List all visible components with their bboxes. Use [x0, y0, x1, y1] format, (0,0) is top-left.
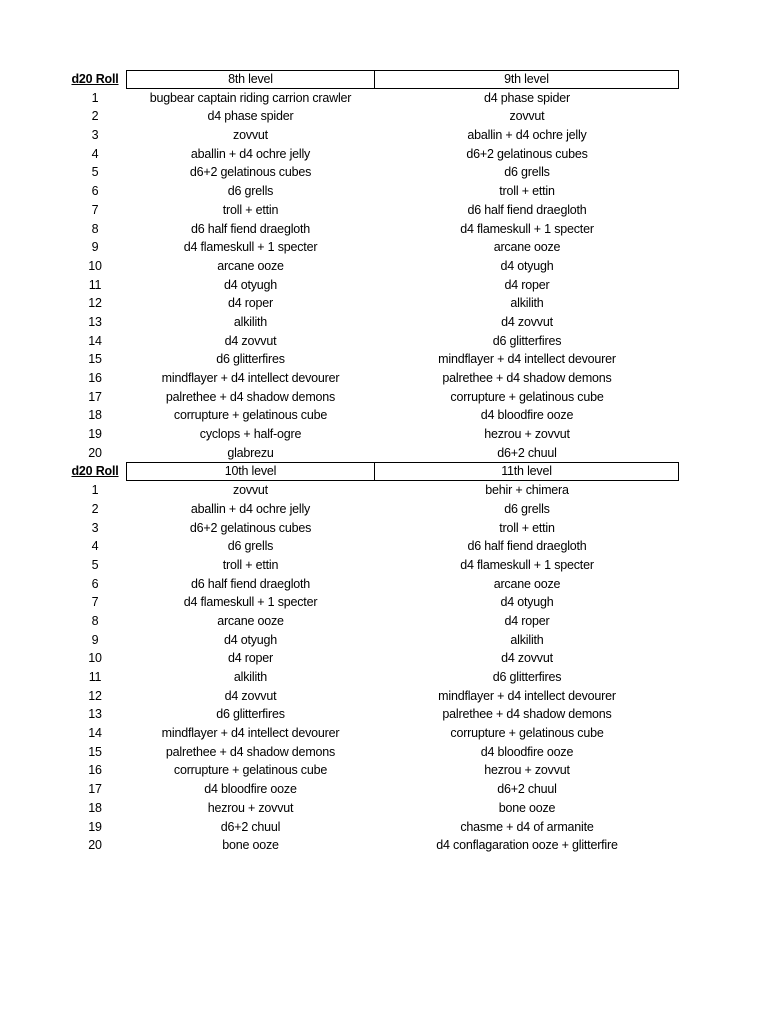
- roll-number: 11: [88, 277, 102, 292]
- encounter-cell: d6+2 gelatinous cubes: [189, 165, 312, 180]
- roll-number: 14: [88, 333, 102, 348]
- roll-number: 13: [88, 314, 102, 329]
- encounter-table-10-11: [0, 462, 768, 854]
- encounter-cell: glabrezu: [227, 445, 274, 460]
- level-11-header: 11th level: [375, 462, 679, 481]
- table-row: [0, 425, 768, 444]
- encounter-cell: d4 bloodfire ooze: [204, 782, 297, 797]
- encounter-cell: hezrou + zovvut: [484, 763, 570, 778]
- encounter-cell: corrupture + gelatinous cube: [450, 389, 604, 404]
- encounter-cell: aballin + d4 ochre jelly: [190, 146, 311, 161]
- table-row: [0, 799, 768, 818]
- level-9-header: 9th level: [375, 70, 679, 89]
- table-row: [0, 369, 768, 388]
- encounter-cell: alkilith: [510, 296, 544, 311]
- encounter-cell: troll + ettin: [499, 184, 555, 199]
- roll-number: 12: [88, 296, 102, 311]
- table-row: [0, 313, 768, 332]
- roll-header: d20 Roll: [71, 464, 119, 479]
- encounter-cell: palrethee + d4 shadow demons: [442, 371, 612, 385]
- encounter-cell: behir + chimera: [485, 483, 569, 498]
- roll-number: 11: [88, 670, 102, 684]
- roll-number: 19: [88, 427, 102, 442]
- encounter-cell: d4 otyugh: [223, 632, 278, 647]
- encounter-cell: d4 roper: [228, 296, 273, 311]
- encounter-cell: d6 glitterfires: [216, 707, 285, 722]
- table-row: [0, 294, 768, 313]
- roll-number: 2: [91, 501, 99, 516]
- roll-number: 3: [91, 520, 99, 535]
- encounter-cell: troll + ettin: [499, 520, 555, 535]
- roll-number: 20: [88, 838, 102, 853]
- roll-number: 2: [91, 109, 99, 124]
- roll-number: 15: [88, 744, 102, 759]
- table-row: [0, 724, 768, 743]
- roll-number: 7: [91, 202, 99, 217]
- encounter-cell: arcane ooze: [217, 258, 284, 273]
- encounter-cell: cyclops + half-ogre: [199, 427, 302, 442]
- table-row: [0, 687, 768, 706]
- encounter-cell: palrethee + d4 shadow demons: [442, 707, 612, 722]
- roll-number: 9: [91, 240, 99, 255]
- encounter-cell: zovvut: [233, 483, 268, 498]
- table-row: [0, 668, 768, 687]
- table-header-row: [0, 70, 768, 89]
- roll-number: 1: [91, 483, 99, 498]
- roll-number: 18: [88, 408, 102, 423]
- roll-number: 8: [91, 613, 99, 628]
- encounter-cell: d4 flameskull + 1 specter: [460, 557, 594, 572]
- roll-number: 4: [91, 146, 99, 161]
- roll-header: d20 Roll: [71, 72, 119, 86]
- table-row: [0, 257, 768, 276]
- encounter-cell: d4 zovvut: [501, 651, 553, 666]
- encounter-cell: d6 grells: [504, 501, 550, 516]
- roll-number: 10: [88, 651, 102, 666]
- encounter-cell: d4 flameskull + 1 specter: [460, 221, 594, 236]
- encounter-cell: d6+2 gelatinous cubes: [466, 146, 588, 161]
- roll-number: 19: [88, 819, 102, 834]
- encounter-cell: d4 bloodfire ooze: [480, 408, 574, 423]
- encounter-cell: d6+2 chuul: [497, 445, 557, 460]
- encounter-cell: d6 half fiend draegloth: [190, 576, 311, 591]
- roll-number: 10: [88, 258, 102, 273]
- encounter-cell: d4 otyugh: [500, 595, 554, 610]
- roll-number: 14: [88, 726, 102, 741]
- encounter-cell: mindflayer + d4 intellect devourer: [438, 352, 616, 367]
- table-row: [0, 220, 768, 239]
- encounter-cell: alkilith: [233, 314, 268, 329]
- table-row: [0, 406, 768, 425]
- encounter-cell: hezrou + zovvut: [484, 427, 570, 442]
- encounter-cell: aballin + d4 ochre jelly: [190, 501, 311, 516]
- table-row: [0, 780, 768, 799]
- table-row: [0, 836, 768, 855]
- encounter-cell: mindflayer + d4 intellect devourer: [438, 688, 616, 703]
- table-row: [0, 631, 768, 650]
- encounter-cell: arcane ooze: [493, 240, 561, 255]
- table-row: [0, 182, 768, 201]
- encounter-cell: d4 roper: [504, 613, 550, 628]
- encounter-cell: d4 otyugh: [223, 277, 278, 292]
- table-row: [0, 481, 768, 500]
- encounter-cell: d6 grells: [227, 184, 274, 199]
- encounter-cell: d4 flameskull + 1 specter: [183, 240, 318, 255]
- encounter-cell: d4 phase spider: [207, 109, 294, 124]
- encounter-cell: d4 conflagaration ooze + glitterfire: [436, 838, 618, 853]
- encounter-cell: palrethee + d4 shadow demons: [165, 744, 336, 759]
- table-row: [0, 575, 768, 594]
- table-row: [0, 649, 768, 668]
- table-row: [0, 238, 768, 257]
- encounter-cell: d6 glitterfires: [216, 352, 285, 367]
- encounter-cell: corrupture + gelatinous cube: [173, 408, 328, 423]
- roll-number: 8: [91, 221, 99, 236]
- encounter-cell: d6 half fiend draegloth: [190, 221, 311, 236]
- encounter-cell: mindflayer + d4 intellect devourer: [161, 371, 340, 385]
- encounter-cell: bugbear captain riding carrion crawler: [149, 90, 352, 105]
- encounter-cell: d6 half fiend draegloth: [467, 539, 587, 554]
- encounter-cell: d6 half fiend draegloth: [467, 202, 587, 217]
- roll-number: 7: [91, 595, 99, 610]
- roll-number: 16: [88, 371, 102, 385]
- encounter-cell: d4 zovvut: [224, 688, 277, 703]
- encounter-cell: d6+2 chuul: [497, 782, 557, 797]
- encounter-cell: arcane ooze: [217, 613, 284, 628]
- encounter-cell: d4 roper: [228, 651, 273, 666]
- encounter-cell: d6 glitterfires: [492, 670, 562, 684]
- table-header-row: [0, 462, 768, 481]
- encounter-cell: hezrou + zovvut: [207, 800, 294, 815]
- encounter-cell: d6+2 gelatinous cubes: [189, 520, 312, 535]
- encounter-cell: d6 glitterfires: [492, 333, 562, 348]
- encounter-table-8-9: [0, 70, 768, 462]
- encounter-cell: alkilith: [510, 632, 544, 647]
- table-row: [0, 89, 768, 108]
- roll-number: 18: [88, 800, 102, 815]
- table-row: [0, 761, 768, 780]
- roll-number: 12: [88, 688, 102, 703]
- table-row: [0, 145, 768, 164]
- table-row: [0, 818, 768, 837]
- roll-number: 13: [88, 707, 102, 722]
- table-row: [0, 519, 768, 538]
- encounter-cell: aballin + d4 ochre jelly: [467, 128, 587, 143]
- encounter-cell: d4 zovvut: [501, 314, 553, 329]
- encounter-cell: mindflayer + d4 intellect devourer: [161, 726, 340, 741]
- table-row: [0, 743, 768, 762]
- encounter-cell: d4 flameskull + 1 specter: [183, 595, 318, 610]
- roll-number: 5: [91, 165, 99, 180]
- roll-number: 6: [91, 184, 99, 199]
- encounter-cell: troll + ettin: [222, 557, 279, 572]
- level-10-header: 10th level: [126, 462, 375, 481]
- roll-number: 4: [91, 539, 99, 554]
- encounter-sheet: [0, 70, 768, 855]
- encounter-cell: d4 bloodfire ooze: [480, 744, 574, 759]
- encounter-cell: d4 phase spider: [484, 90, 570, 105]
- level-8-header: 8th level: [126, 70, 375, 89]
- encounter-cell: d4 roper: [504, 277, 550, 292]
- encounter-cell: corrupture + gelatinous cube: [450, 726, 604, 741]
- table-row: [0, 350, 768, 369]
- roll-number: 20: [88, 445, 102, 460]
- table-row: [0, 556, 768, 575]
- encounter-cell: d4 otyugh: [500, 258, 554, 273]
- encounter-cell: d6 grells: [227, 539, 274, 554]
- encounter-cell: bone ooze: [498, 800, 556, 815]
- roll-number: 15: [88, 352, 102, 367]
- table-row: [0, 388, 768, 407]
- roll-number: 1: [91, 90, 99, 105]
- encounter-cell: bone ooze: [222, 838, 279, 853]
- roll-number: 9: [91, 632, 99, 647]
- roll-number: 17: [88, 389, 102, 404]
- table-row: [0, 332, 768, 351]
- encounter-cell: corrupture + gelatinous cube: [173, 763, 328, 778]
- roll-number: 17: [88, 782, 102, 797]
- encounter-cell: chasme + d4 of armanite: [460, 819, 594, 834]
- table-row: [0, 612, 768, 631]
- table-row: [0, 107, 768, 126]
- table-row: [0, 593, 768, 612]
- encounter-cell: palrethee + d4 shadow demons: [165, 389, 336, 404]
- roll-number: 5: [91, 557, 99, 572]
- table-row: [0, 537, 768, 556]
- table-row: [0, 201, 768, 220]
- encounter-cell: troll + ettin: [222, 202, 279, 217]
- roll-number: 3: [91, 128, 99, 143]
- encounter-cell: zovvut: [233, 128, 268, 143]
- table-row: [0, 705, 768, 724]
- table-row: [0, 126, 768, 145]
- roll-number: 16: [88, 763, 102, 778]
- encounter-cell: d4 zovvut: [224, 333, 277, 348]
- table-row: [0, 444, 768, 463]
- table-row: [0, 276, 768, 295]
- encounter-cell: zovvut: [509, 109, 545, 124]
- table-row: [0, 500, 768, 519]
- roll-number: 6: [91, 576, 99, 591]
- table-row: [0, 163, 768, 182]
- encounter-cell: d6 grells: [504, 165, 550, 180]
- encounter-cell: alkilith: [233, 670, 268, 684]
- encounter-cell: d6+2 chuul: [220, 819, 281, 834]
- encounter-cell: arcane ooze: [493, 576, 561, 591]
